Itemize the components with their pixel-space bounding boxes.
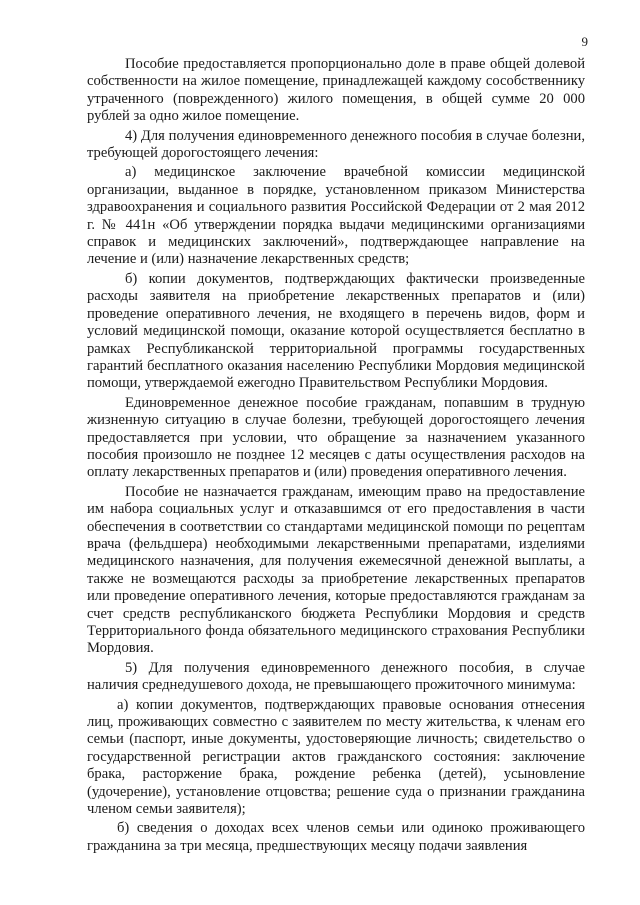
page-number: 9 bbox=[581, 34, 588, 49]
paragraph: а) копии документов, подтверждающих правовые основания отнесения лиц, проживающих совместно с заявителем по месту жительства, к членам его семьи (паспорт, иные документы, удостоверяющие личность; свидетельство о государственной регистрации актов гражданского состояния: заключение брака, расторжение брака, рождение ребенка (детей), усыновление (удочерение), установление отцовства; решение суда о признании гражданина членом семьи заявителя); bbox=[87, 696, 585, 818]
paragraph: Единовременное денежное пособие гражданам, попавшим в трудную жизненную ситуацию в случае болезни, требующей дорогостоящего лечения предоставляется при условии, что обращение за назначением указанного пособия произошло не позднее 12 месяцев с даты осуществления расходов на оплату лекарственных препаратов и (или) проведения оперативного лечения. bbox=[87, 394, 585, 481]
paragraph: а) медицинское заключение врачебной комиссии медицинской организации, выданное в порядке, установленном приказом Министерства здравоохранения и социального развития Российской Федерации от 2 мая 2012 г. № 441н «Об утверждении порядка выдачи медицинскими организациями справок и медицинских заключений», подтверждающее направление на лечение и (или) назначение лекарственных средств; bbox=[87, 164, 585, 268]
paragraph: Пособие предоставляется пропорционально доле в праве общей долевой собственности на жилое помещение, принадлежащей каждому сособственнику утраченного (поврежденного) жилого помещения, в общей сумме 20 000 рублей за одно жилое помещение. bbox=[87, 56, 585, 125]
paragraph: 4) Для получения единовременного денежного пособия в случае болезни, требующей дорогостоящего лечения: bbox=[87, 127, 585, 162]
paragraph: Пособие не назначается гражданам, имеющим право на предоставление им набора социальных услуг и отказавшимся от его предоставления в части обеспечения в соответствии со стандартами медицинской помощи по рецептам врача (фельдшера) необходимыми лекарственными препаратами, изделиями медицинского назначения, для получения ежемесячной денежной выплаты, а также не возмещаются расходы за приобретение лекарственных препаратов или проведение оперативного лечения, которые предоставляются гражданам за счет средств республиканского бюджета Республики Мордовия и средств Территориального фонда обязательного медицинского страхования Республики Мордовия. bbox=[87, 483, 585, 657]
document-body bbox=[87, 56, 585, 857]
paragraph: 5) Для получения единовременного денежного пособия, в случае наличия среднедушевого дохода, не превышающего прожиточного минимума: bbox=[87, 659, 585, 694]
paragraph: б) сведения о доходах всех членов семьи или одиноко проживающего гражданина за три месяца, предшествующих месяцу подачи заявления bbox=[87, 820, 585, 854]
paragraph: б) копии документов, подтверждающих фактически произведенные расходы заявителя на приобретение лекарственных препаратов и (или) проведение оперативного лечения, не входящего в перечень видов, форм и условий медицинской помощи, оказание которой осуществляется бесплатно в рамках Республиканской территориальной программы государственных гарантий бесплатного оказания населению Республики Мордовия медицинской помощи, утверждаемой ежегодно Правительством Республики Мордовия. bbox=[87, 270, 585, 392]
